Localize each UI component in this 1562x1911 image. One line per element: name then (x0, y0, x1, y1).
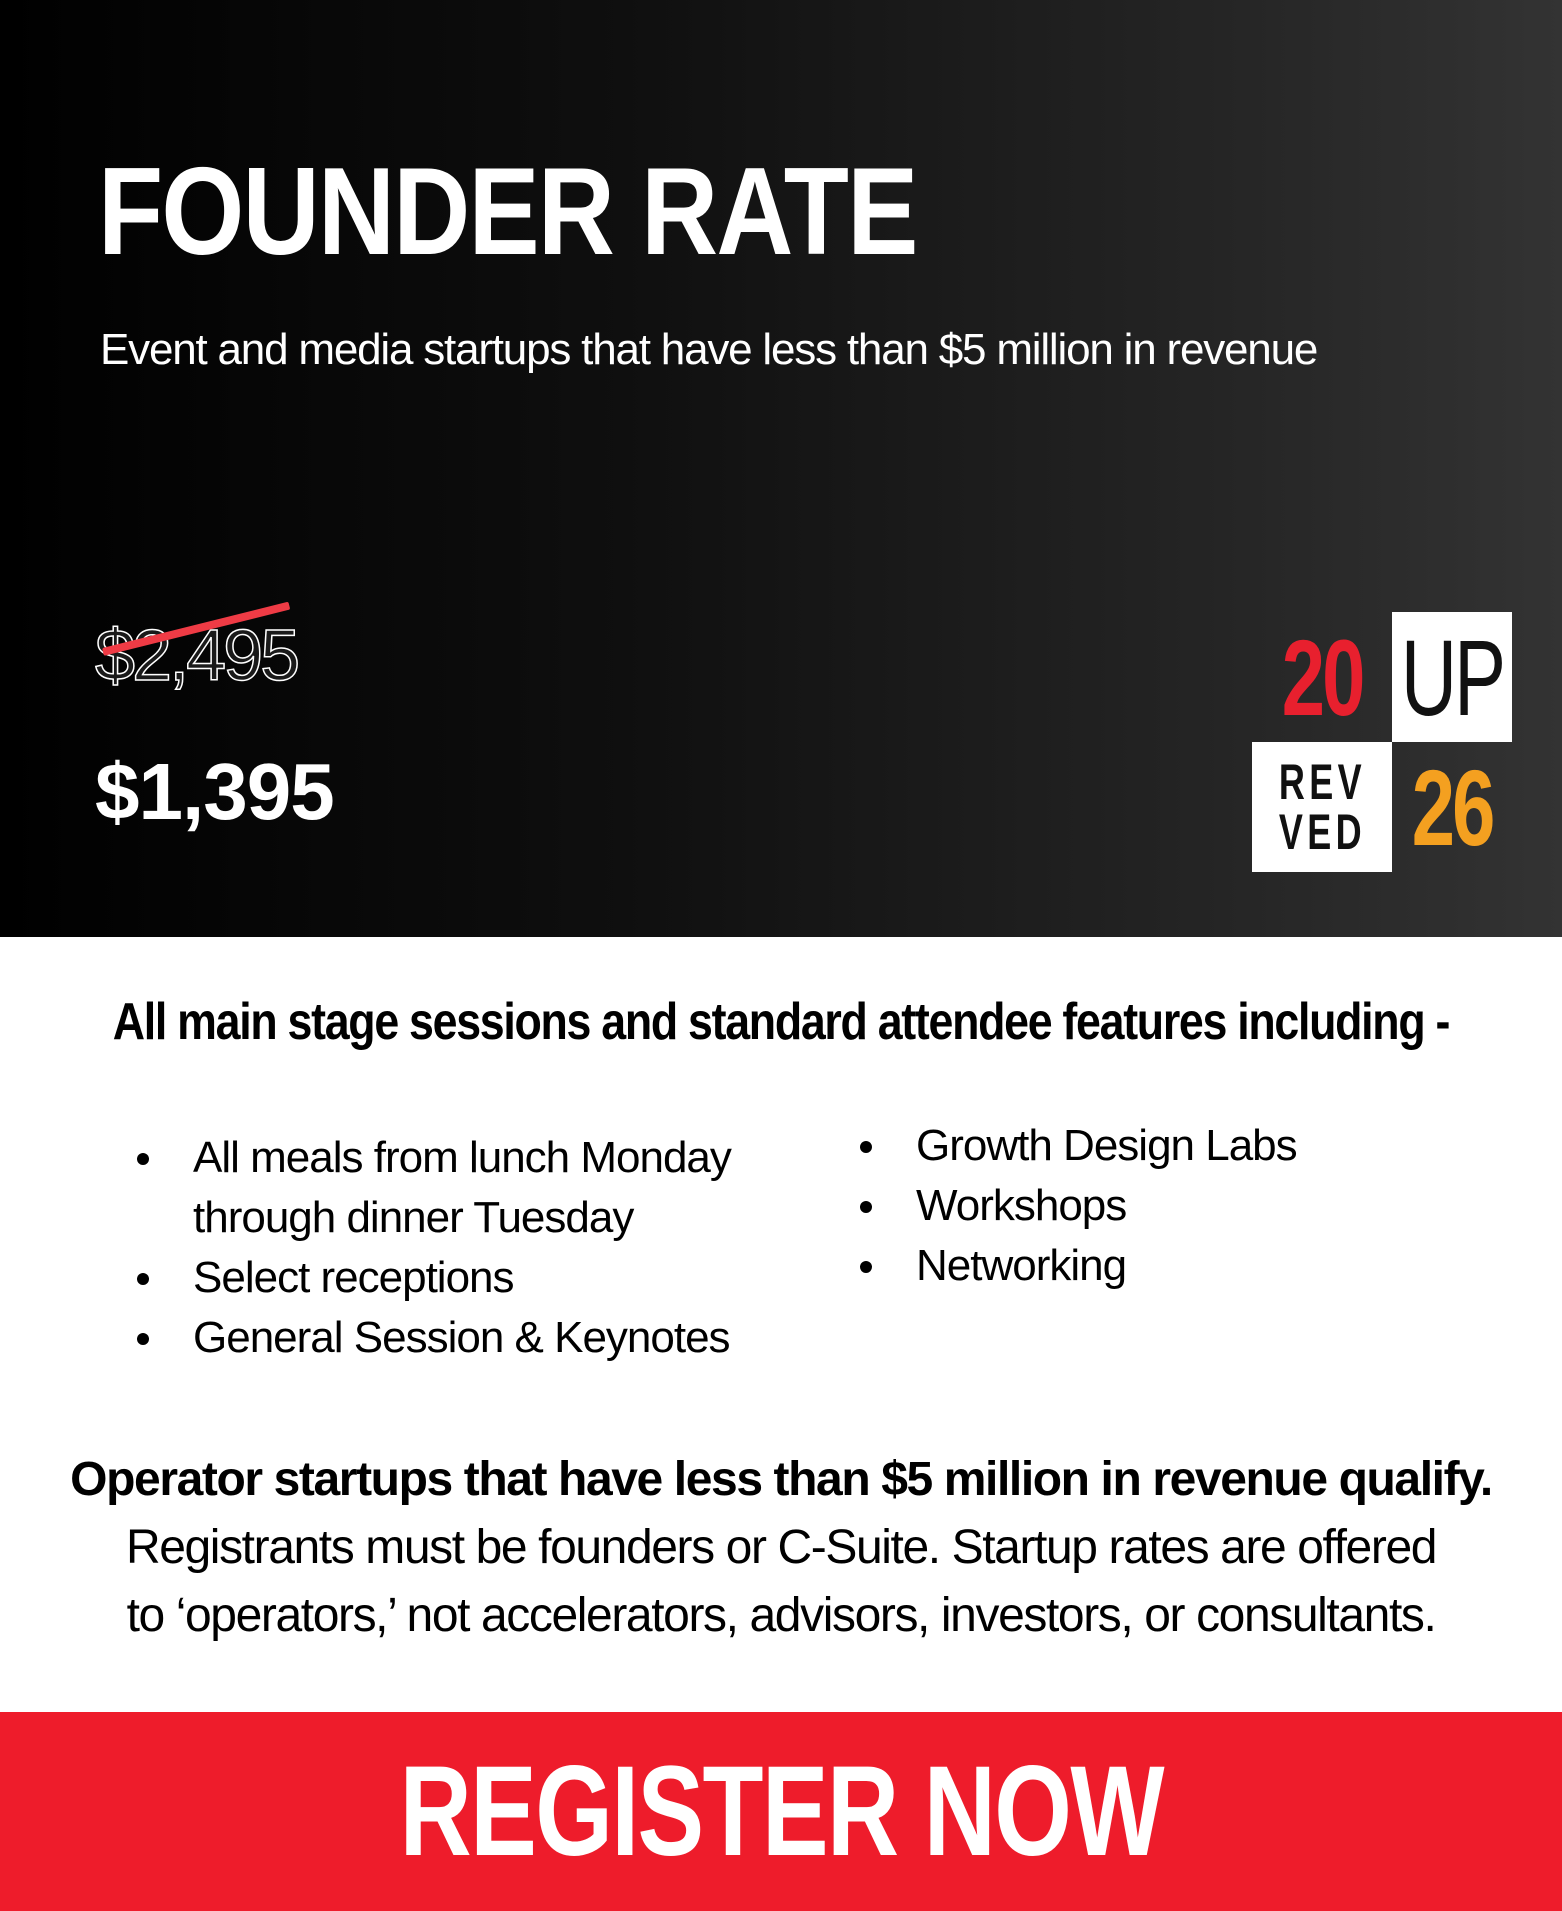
hero-subtitle: Event and media startups that have less than $5 million in revenue (100, 325, 1318, 374)
logo-cell-26: 26 (1411, 746, 1493, 868)
register-now-label: REGISTER NOW (399, 1740, 1163, 1883)
logo-cell-revved: REV VED (1252, 742, 1392, 872)
bullet-icon (860, 1201, 872, 1213)
list-item: All meals from lunch Monday through dinner Tuesday (135, 1128, 775, 1248)
bullet-icon (137, 1333, 149, 1345)
page-title: FOUNDER RATE (98, 143, 917, 281)
bullet-icon (860, 1261, 872, 1273)
eligibility-headline: Operator startups that have less than $5 million in revenue qualify. (70, 1453, 1492, 1506)
bullet-icon (860, 1141, 872, 1153)
eligibility-note (0, 1446, 1562, 1650)
eligibility-line: Registrants must be founders or C-Suite. Startup rates are offered (125, 1521, 1437, 1574)
discounted-price: $1,395 (95, 747, 334, 836)
logo-cell-up: UP (1392, 612, 1512, 742)
bullet-icon (137, 1153, 149, 1165)
features-heading: All main stage sessions and standard attendee features including - (112, 993, 1450, 1051)
hero-banner (0, 0, 1562, 937)
logo-cell-20: 20 (1281, 616, 1363, 738)
list-item: Workshops (858, 1176, 1418, 1236)
features-list-left (135, 1128, 775, 1368)
bullet-icon (137, 1273, 149, 1285)
original-price-value: $2,495 (95, 616, 298, 696)
register-now-button[interactable] (0, 1712, 1562, 1911)
features-list-right (858, 1116, 1418, 1296)
eligibility-line: to ‘operators,’ not accelerators, advisors, investors, or consultants. (126, 1589, 1436, 1642)
list-item: Select receptions (135, 1248, 775, 1308)
event-logo (1252, 612, 1512, 872)
list-item: Growth Design Labs (858, 1116, 1418, 1176)
list-item: General Session & Keynotes (135, 1308, 775, 1368)
list-item: Networking (858, 1236, 1418, 1296)
